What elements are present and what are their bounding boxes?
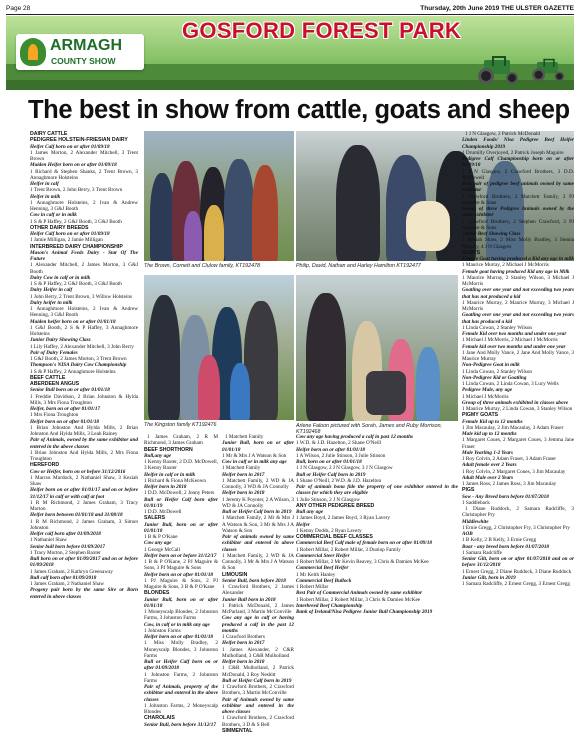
class-title: Junior Beef Showing Class: [462, 231, 521, 237]
result-line: 1 Maurice Murray, 2 Michael J McMorris: [462, 262, 549, 269]
class-title: Thompson's NISA Dairy Cow Championship: [30, 362, 127, 369]
result-line: 1 Maurice Murray, 2 Stanley Wilson, 3 Michael J McMorris: [462, 274, 574, 287]
result-line: 1 Johnston Farms, 2 Johnston Farms: [144, 671, 218, 684]
result-line: 1 James Boyd, 2 James Boyd, 3 Ryan Lavery: [296, 515, 391, 522]
class-title: Commercial Beef Heifer: [296, 565, 349, 572]
result-line: 1 Matchett Family: [225, 434, 264, 440]
result-line: 1 Annaghmore Holsteins, 2 Ivan & Andrew Henning, 3 G&J Booth: [30, 199, 138, 212]
class-title: Non-Pedigree Goat in milk: [462, 362, 520, 369]
result-line: 1 Robert Millar, 2 Mr Kevin Reavey, 3 Chris & Damien McKee: [296, 559, 429, 565]
class-title: Heifer born on or after 01/01/18: [144, 571, 214, 578]
section-heading: OTHER DAIRY BREEDS: [30, 224, 89, 231]
result-line: 1 PJ Maguire & Sons, 2 PJ Maguire & Sons, 3 B & P O'Kane: [144, 577, 218, 590]
result-line: 1 Crawford Brothers, 2 Matchett Family, 3 PJ Maguire & Sons: [462, 193, 574, 206]
class-title: Middlewhite: [462, 518, 489, 525]
class-title: Heifer, born on or after 01/01/17: [30, 406, 101, 412]
tractor-icon: [531, 59, 568, 81]
class-title: Heifer born on or after 01/01/17 and on or before 31/12/17 in calf or with calf at foot: [30, 487, 138, 500]
result-line: 1 George McCall: [144, 546, 180, 553]
result-line: 1 Nathaniel Shaw: [30, 537, 67, 544]
result-line: 1 James Ross, 2 James Ross, 3 Jim Macaulay: [462, 481, 557, 487]
class-title: Junior Gilt, born in 2019: [462, 574, 516, 581]
class-title: Junior Bull, born on or after 01/01/18: [144, 521, 218, 534]
class-title: Progeny pair born by the same Sire or Born entered in above classes: [30, 587, 138, 600]
result-line: 1 Robert Millar, 2 Robert Millar, 3 Chris & Damien McKee: [296, 596, 421, 603]
result-line: 1 James Graham, 2 Nathaniel Shaw: [30, 581, 105, 587]
result-line: 1 Richard & Fiona McKeown: [144, 477, 206, 484]
class-title: Heifer born on or before 31/12/17: [144, 552, 217, 559]
result-line: 1 Jane And Molly Vance, 2 Jane And Molly Vance, 3 Maurice Murray: [462, 349, 574, 362]
result-line: 1 Lily Haffey, 2 Alexander Mitchell, 3 John Berry: [30, 343, 134, 350]
result-line: 1 Samara Radcliffe, 2 Ernest Gregg, 3 Ernest Gregg: [462, 581, 570, 587]
caption-hamilton-family: Philip, David, Nathan and Harley Hamilton KT192477: [296, 263, 421, 269]
result-line: 1 W.D. & J.D. Hazelton, 2 Shane O'Neill: [296, 440, 382, 447]
class-title: Group of three Pedigree Animals owned by the same exhibitor: [462, 206, 574, 219]
tractor-icon: [476, 56, 522, 84]
result-line: 1 Linda Cowan, 2 Linda Cowan, 3 Lucy Wells: [462, 381, 559, 387]
result-line: 1 Jeremy K Poynter, 2 A Wilson, 3 WD & JA Connolly: [222, 496, 294, 509]
class-title: Male Yearling 1-2 Years: [462, 449, 513, 456]
class-title: Boar - any breed born before 01/07/2018: [462, 543, 550, 550]
class-title: Maiden heifer born on or after 01/01/18: [30, 318, 116, 325]
result-line: 1 S & P Haffey, 2 G&J Booth, 3 G&J Booth: [30, 218, 122, 225]
result-line: 1 Ernie Gregg, 2 Christopher Fry, 3 Christopher Pry: [462, 524, 571, 531]
issue-date: Thursday, 20th June 2019 THE ULSTER GAZETTE: [420, 4, 574, 12]
class-title: Heifer born in 2018: [144, 484, 187, 490]
class-title: Heifer born on or after 01/01/18: [144, 634, 214, 640]
class-title: Junior Bull, born on or after 01/01/18: [222, 440, 294, 453]
result-line: 1 D.D. McDowell: [144, 509, 182, 515]
result-line: 1 A Wilson, 2 Julie Stinson, 3 Julie Stinson: [296, 452, 386, 459]
result-line: 1 Crawford Brothers, 2 Stephen Crawford, 3 PJ Maguire & Sons: [462, 218, 574, 231]
result-line: 1 Jim Macaulay, 2 Jim Macaulay, 3 Adam Fraser: [462, 424, 564, 431]
caption-kingston-family: The Kingston family KT192476: [144, 422, 217, 428]
class-title: Bull, born on or after 01/01/18: [296, 459, 362, 465]
result-line: 1 Johnston Farms, 2 Moneyscalp Blondes: [144, 702, 218, 715]
result-line: 1 Matchett Family, 2 Mr & Mrs J A Watson & Son, 3 Mr & Mrs J A Watson & Son: [222, 515, 294, 534]
class-title: Senior Bull, born before 2018: [222, 577, 286, 584]
class-title: Senior Bull, born before 31/12/17: [144, 721, 216, 728]
result-line: 1 James Graham, 2 Kathryn Greenaway: [30, 568, 113, 575]
section-heading: BEEF SHORTHORN: [144, 446, 193, 453]
class-title: AOB: [462, 531, 473, 537]
result-line: 1 James Morton, 2 Alexander Mitchell, 3 Trent Brown: [30, 149, 138, 162]
class-title: Heifer calf born after 01/09/2018: [30, 531, 101, 537]
class-title: Bull born on or after 01/09/2017 and on or before 01/09/2018: [30, 556, 138, 569]
logo-name: ARMAGH: [50, 37, 122, 54]
result-line: 1 Roy Colvin, 2 Margaret Coues, 3 Jim Macaulay: [462, 468, 566, 475]
results-column-5: [462, 131, 574, 733]
result-line: 1 Robert Millar, 2 Robert Millar, 3 Dunlop Family: [296, 546, 401, 553]
class-title: Heifer born on or after 01/01/18: [30, 418, 100, 425]
photo-faloon-morrison: [296, 275, 458, 421]
result-line: 1 James Alexander, 2 C&R Mulholland, 3 C&R Mulholland: [222, 646, 294, 659]
results-column-4: [296, 434, 458, 733]
result-line: 1 Kenny Baxter, 2 D.D. McDowell, 3 Kenny Baxter: [144, 459, 218, 472]
class-title: Bull,any age: [144, 452, 172, 459]
class-title: Female Kid over two months and under one year: [462, 331, 567, 337]
class-title: Group of three animals exhibited in classes above: [462, 399, 569, 406]
result-line: 1 C&R Mulholland, 2 Patrick McDonald, 3 Roy Nesbitt: [222, 665, 294, 678]
class-title: Male kid up to 12 months: [462, 431, 517, 437]
class-title: Bull or Heifer Calf born in 2019: [222, 509, 292, 515]
class-title: Linden Foods/ Nisa Pedigree Beef Heifer Championship 2019: [462, 137, 574, 150]
class-title: Dairy heifer in milk: [30, 299, 73, 306]
result-line: 1 Maurice Murray, 2 Maurice Murray, 3 Michael J McMorris: [462, 299, 574, 312]
results-column-1: [30, 131, 138, 733]
class-title: Bull or Heifer Calf born in 2019: [222, 677, 292, 684]
section-heading: CHAROLAIS: [144, 715, 175, 722]
class-title: Female goat having produced Kid any age in Milk: [462, 268, 570, 275]
class-title: Cow, in calf or in milk any age: [144, 621, 210, 628]
photo-kingston-family: [144, 275, 294, 420]
result-line: 1 Julie Stinson, 2 J N Glasgow: [296, 496, 360, 503]
section-heading: INTERBREED DAIRY CHAMPIONSHIP: [30, 243, 123, 250]
banner-title: GOSFORD FOREST PARK: [182, 18, 462, 43]
result-line: 1 R M Richmond, 2 James Graham, 3 Simon Johnston: [30, 518, 138, 531]
results-column-2: [144, 434, 218, 733]
section-heading: HEREFORD: [30, 462, 60, 469]
class-title: Senior Bull born on or after 01/01/18: [30, 387, 110, 394]
result-line: 1 S & P Haffey, 2 G&J Booth, 3 G&J Booth: [30, 281, 122, 287]
class-title: Heifer in calf or in milk: [144, 471, 196, 478]
section-heading: ABERDEEN ANGUS: [30, 381, 80, 387]
class-title: Cow in calf or in milk any age: [222, 459, 287, 465]
class-title: Cow any age: [144, 540, 172, 547]
section-heading: LIMOUSIN: [222, 571, 248, 578]
class-title: Female Goat having produced a Kid any age in milk: [462, 256, 574, 262]
result-line: 1 Matchett Family, 2 WD & JA Connolly, 3 WD & JA Connolly: [222, 477, 294, 490]
class-title: Interbreed Beef Championship: [296, 602, 363, 609]
results-column-3: [222, 434, 294, 733]
result-line: 1 Brian Johnston And Hylda Mills, 2 Mrs Fiona Troughton: [30, 449, 138, 462]
result-line: 1 Michael J McMorris, 2 Michael J McMorris: [462, 337, 558, 344]
section-heading: ANY OTHER PEDIGREE BREED: [296, 502, 375, 509]
result-line: 1 Alexander Mitchell, 2 James Morton, 3 G&J Booth: [30, 262, 138, 275]
result-line: 1 J N Glasgow, 2 J N Glasgow, 3 J N Glasgow: [296, 465, 393, 472]
class-title: Heifer born in 2018: [222, 490, 265, 497]
armagh-show-logo: [16, 34, 144, 70]
class-title: Maiden Heifer born on or after 01/09/18: [30, 162, 117, 169]
class-title: Mason's Animal Feeds Dairy - Star Of The Future: [30, 249, 138, 262]
section-heading: COMMERCIAL BEEF CLASSES: [296, 534, 373, 540]
result-line: 1 S & P Haffey, 2 Annaghmore Holsteins: [30, 368, 116, 375]
class-title: Bull or Heifer Calf born in 2019: [296, 471, 366, 478]
section-heading: PEDIGREE HOLSTEIN-FRIESIAN DAIRY: [30, 137, 128, 144]
class-title: Goatling over one year and not exceeding two years that has produced a kid: [462, 312, 574, 325]
result-line: 1 Matchett Family: [222, 465, 261, 472]
show-banner: [6, 16, 574, 90]
class-title: Pair of animals bona fide the property of one exhibitor entered in the classes for which they are eligible: [296, 484, 458, 497]
top-rule: [6, 14, 574, 15]
class-title: Senior bull born before 01/09/2017: [30, 543, 105, 550]
result-line: 1 Crawford Brothers, 2 Crawford Brothers, 3 Martin McConville: [222, 684, 294, 697]
class-title: Pedigree Male, any age: [462, 387, 513, 394]
class-title: Female Kid up to 12 months: [462, 418, 523, 425]
result-line: 1 Johnston Farms: [144, 627, 181, 634]
class-title: Heifer born in 2017: [222, 640, 265, 647]
result-line: 1 Kenny Dodds, 2 Ryan Lavery: [296, 527, 362, 534]
article-headline: The best in show from cattle, goats and sheep: [28, 96, 570, 124]
result-line: 1 Tracy Morton, 2 Stephen Baxter: [30, 549, 101, 556]
class-title: Best pair of pedigree beef animals owned by same exhibitor: [462, 181, 574, 194]
result-line: 1 Shane O'Neill, 2 W.D. & J.D. Hazelton: [296, 477, 382, 484]
section-heading: BEEF CATTLE: [30, 374, 66, 381]
result-line: 1 Keziah Shaw, 2 Miss Molly Bradley, 3 Sienna Murphy, 4 J N Glasgow: [462, 237, 574, 250]
class-title: Heifer born on or after 01/01/18: [296, 446, 366, 453]
result-line: 1 Crawford Brothers: [222, 634, 265, 640]
class-title: Heifer born in 2018: [222, 659, 265, 665]
class-title: Best Pair of Commercial Animals owned by same exhibitor: [296, 590, 423, 597]
result-line: 1 Trent Brown, 2 John Berry, 3 Trent Brown: [30, 187, 123, 194]
class-title: Junior Bull, born on or after 01/01/18: [144, 596, 218, 609]
class-title: Pair of Animals owned by same exhibitor and entered in the above classes: [222, 696, 294, 715]
class-title: Pair of animals owned by same exhibitor and entered in above classes: [222, 534, 294, 553]
result-line: 1 Brian Johnston And Hylda Mills, 2 Brian Johnston And Hylda Mills, 3 Leah Rainey: [30, 424, 138, 437]
result-line: 1 Crawford Brothers, 2 Crawford Brothers, 3 D & S Bell: [222, 715, 294, 728]
result-line: 1 Mr & Mrs J A Watson & Son: [222, 452, 287, 459]
class-title: Adult female over 2 Years: [462, 462, 517, 469]
result-line: 1 Crawford Brothers, 2 James Alexander: [222, 584, 294, 597]
section-heading: PIGMY GOATS: [462, 412, 499, 419]
result-line: 1 Moneyscalp Blondes, 2 Johnston Farms, 3 Johnston Farms: [144, 609, 218, 622]
class-title: Cow or Heifer, born on or before 31/12/2016: [30, 468, 126, 475]
caption-faloon-morrison: Arlene Faloon pictured with Sorah, James and Ruby Morrison, KT192468: [296, 423, 443, 435]
class-title: Bank of Ireland/Nisa Pedigree Junior Bull Championship 2019: [296, 609, 433, 615]
class-title: Commercial Beef Calf male of female born on or after 01/09/18: [296, 540, 433, 547]
result-line: 1 Annaghmore Holsteins, 2 Ivan & Andrew Henning, 3 G&J Booth: [30, 306, 138, 319]
class-title: Pedigree Calf Championship born on or after 01/09/18: [462, 156, 574, 169]
result-line: 1 Robert Millar: [296, 584, 329, 590]
class-title: Bull any age: [296, 509, 324, 515]
result-line: 1 Drumilly Overjoyed, 2 Patrick Joseph Maguire: [462, 149, 564, 156]
section-heading: DAIRY CATTLE: [30, 131, 68, 137]
class-title: Dairy Heifer in calf: [30, 287, 73, 294]
class-title: Commercial Beef Bullock: [296, 577, 352, 584]
result-line: 1 B Kelly, 2 B Kelly, 3 Ernie Gregg: [462, 537, 537, 544]
result-line: 1 Matchett Family, 2 WD & JA Connolly, 3 Mr & Mrs J A Watson & Son: [222, 552, 294, 572]
section-heading: PIGS: [462, 487, 475, 494]
class-title: Junior Bull born in 2018: [222, 596, 276, 603]
result-line: 1 D.D. McDowell, 2 Jonny Peters: [144, 490, 215, 497]
class-title: Bull or Heifer Calf born after 01/01/19: [144, 496, 218, 509]
class-title: Pair of Animals, owned by the same exhibitor and entered in the above classes: [30, 437, 138, 450]
result-line: 1 Patrick McDonald, 2 James McParland, 3 Martin McConville: [222, 602, 294, 615]
class-title: Commercial Steer Heifer: [296, 552, 350, 559]
class-title: Goatling over one year and not exceeding two years that has not produced a kid: [462, 287, 574, 300]
class-title: Pair of Dairy Females: [30, 349, 78, 356]
result-line: 1 B & P O'Kane, 2 PJ Maguire & Sons, 3 PJ Maguire & Sons: [144, 559, 218, 572]
class-title: Female kid over two months and under one year: [462, 343, 566, 350]
class-title: Heifer Calf born on or after 01/09/18: [30, 143, 110, 150]
section-heading: SIMMENTAL: [222, 727, 253, 733]
result-line: 1 Marcus Murdock, 2 Nathaniel Shaw, 3 Keziah Shaw: [30, 474, 138, 487]
logo-subtitle: COUNTY SHOW: [51, 56, 116, 66]
result-line: 1 R M Richmond, 2 James Graham, 3 Tracy Morton: [30, 499, 138, 512]
result-line: 1 Linda Cowan, 2 Stanley Wilson: [462, 324, 533, 331]
result-line: 1 Ernest Gregg, 2 Diane Ruddock, 3 Diane Ruddock: [462, 568, 572, 575]
class-title: Adult Male over 2 Years: [462, 474, 514, 481]
class-title: Heifer: [296, 521, 310, 528]
page-number: Page 28: [6, 4, 31, 12]
class-title: Heifer born in 2017: [222, 471, 265, 478]
class-title: Bull calf born after 01/09/2018: [30, 574, 97, 581]
result-line: 1 Samara Radcliffe: [462, 549, 502, 556]
result-line: 1 Miss Molly Bradley, 2 Moneyscalp Blondes, 3 Johnston Farms: [144, 640, 218, 659]
result-line: 1 Linda Cowan, 2 Stanley Wilson: [462, 368, 533, 375]
section-heading: GOATS: [462, 249, 481, 256]
result-line: 1 John Berry, 2 Trent Brown, 3 Willow Holsteins: [30, 293, 132, 300]
result-line: 1 Diane Ruddock, 2 Samara Radcliffe, 3 Christopher Pry: [462, 506, 574, 519]
class-title: Dairy Cow in calf or in milk: [30, 274, 91, 281]
class-title: Sow - Any Breed born before 01/07/2018: [462, 493, 549, 500]
class-title: Non-Pedigree Kid or Goatling: [462, 374, 527, 381]
result-line: 1 Richard & Stephen Shanks, 2 Trent Brown, 3 Annaghmore Holsteins: [30, 168, 138, 181]
class-title: Junior Dairy Showing Class: [30, 337, 91, 344]
result-line: 1 Freddie Davidson, 2 Brian Johnston & Hylda Mills, 3 Mrs Fiona Troughton: [30, 393, 138, 406]
result-line: 1 J N Glasgow, 2 Patrick McDonald: [465, 131, 541, 137]
photo-brown-cornett-clulow-family: [144, 131, 294, 261]
result-line: 1 Roy Colvin, 2 Adam Fraser, 3 Adam Fraser: [462, 456, 557, 462]
class-title: Cow any age having produced a calf in past 12 months: [296, 434, 414, 440]
class-title: Pair of Animals, property of the exhibitor and entered in the above classes: [144, 684, 218, 703]
result-line: 1 Saddleback: [462, 499, 490, 506]
result-line: 1 J N Glasgow, 2 Crawford Brothers, 3 D.D. McDowell: [462, 168, 574, 181]
result-line: 1 G&J Booth, 2 James Morton, 3 Trent Brown: [30, 356, 127, 362]
result-line: 1 Mr Keith Hanley: [296, 571, 336, 578]
result-line: 1 James Graham, 2 R M Richmond, 3 James Graham: [144, 434, 218, 447]
section-heading: BLONDES: [144, 590, 170, 597]
result-line: 1 Maurice Murray, 2 Linda Cowan, 3 Stanley Wilson: [462, 406, 573, 412]
result-line: 1 Michael J McMorris: [462, 393, 509, 400]
class-title: Cow in calf or in milk: [30, 212, 77, 219]
class-title: Heifer in calf: [30, 181, 59, 187]
page-folio: [6, 3, 574, 13]
result-line: 1 Jamie Milligan, 2 Jamie Milligan: [30, 237, 103, 244]
result-line: 1 B & P O'Kane: [144, 534, 178, 540]
section-heading: SALERS: [144, 515, 166, 522]
caption-brown-cornett-clulow: The Brown, Cornett and Clulow family, KT192478: [144, 263, 260, 269]
result-line: 1 Mrs Fiona Troughton: [30, 412, 79, 419]
class-title: Cow any age in calf or having produced a calf in the past 12 months: [222, 615, 294, 634]
result-line: 1 G&J Booth, 2 S & P Haffey, 3 Annaghmore Holsteins: [30, 324, 138, 337]
logo-mark-icon: [20, 38, 46, 66]
class-title: Heifer Calf born on or after 01/09/18: [30, 231, 110, 237]
class-title: Heifer born between 01/01/18 and 31/08/18: [30, 512, 123, 519]
class-title: Heifer in milk: [30, 193, 61, 200]
class-title: Senior Gilt, born on or after 01/07/2018 and on or before 31/12/2018: [462, 556, 574, 569]
class-title: Bull or Heifer Calf born on or after 01/09/2018: [144, 659, 218, 672]
result-line: 1 Margaret Coues, 2 Margaret Coues, 3 Jemma Jane Fraser: [462, 437, 574, 450]
